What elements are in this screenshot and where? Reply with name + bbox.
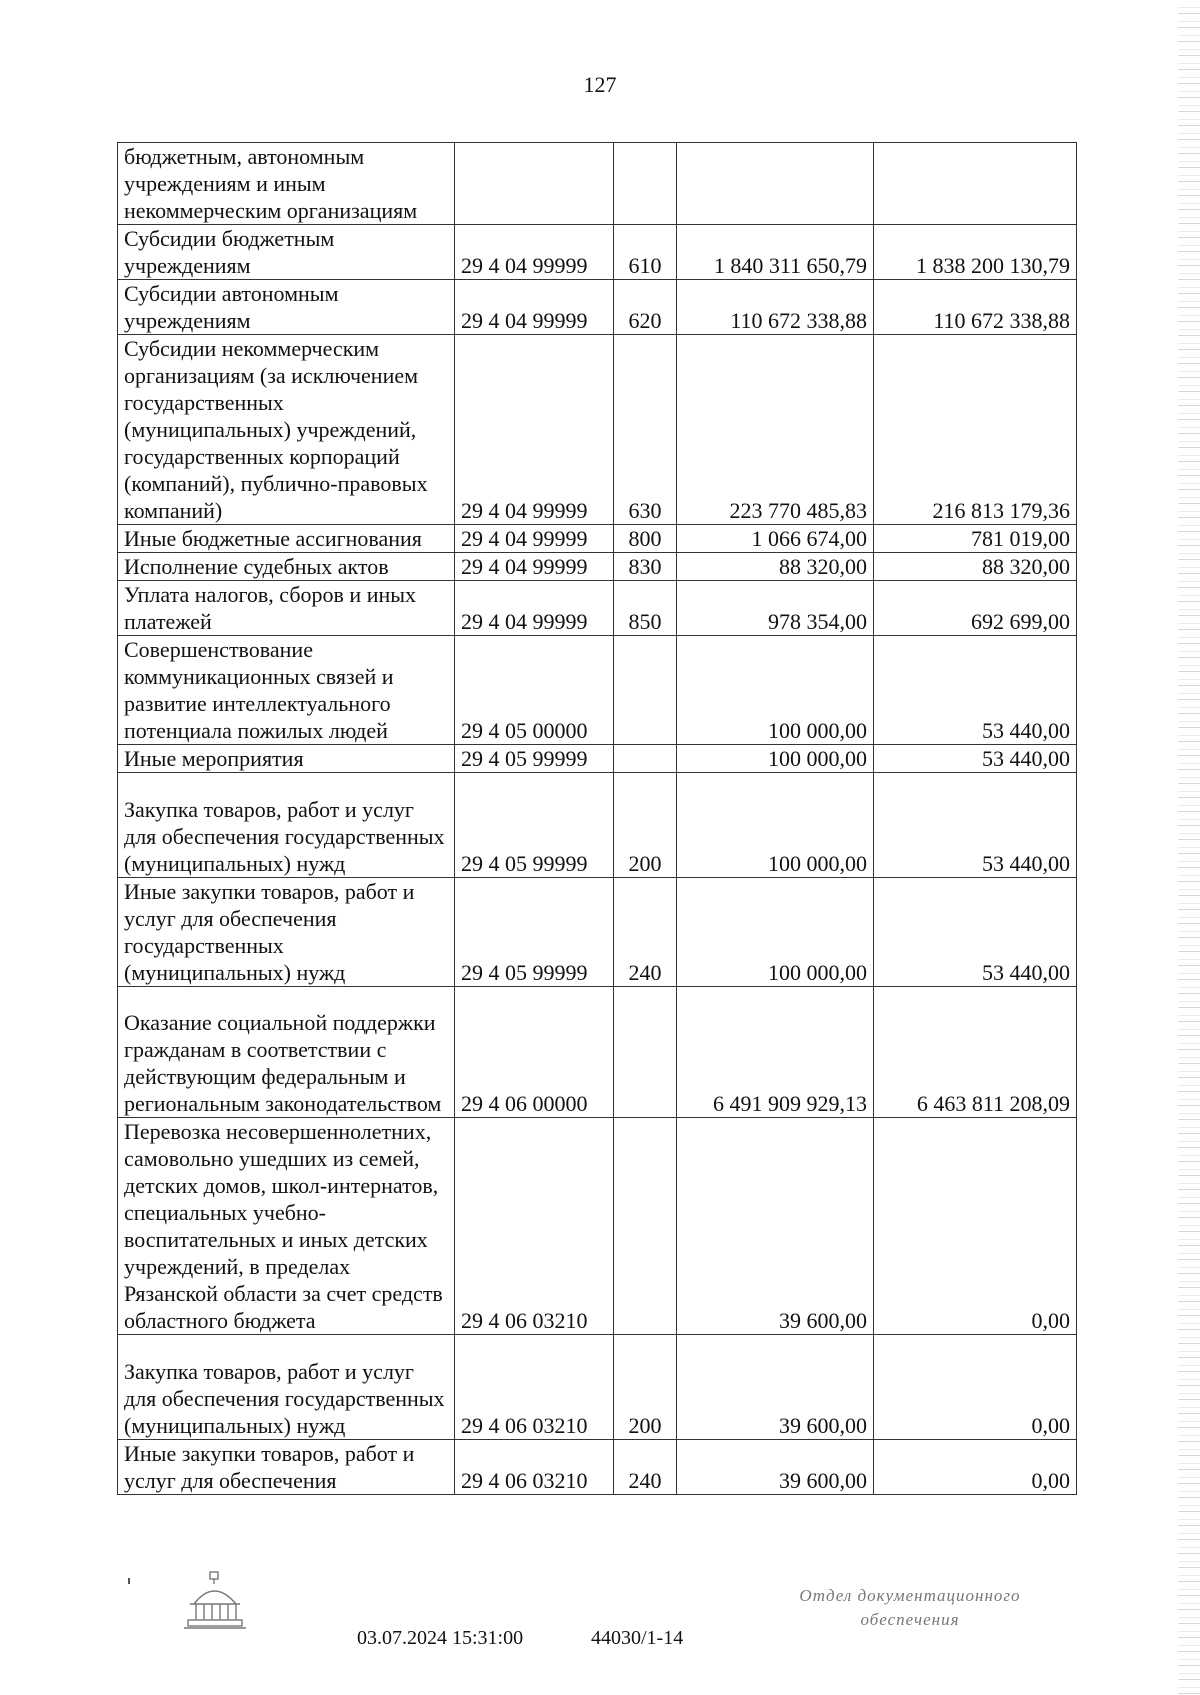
row-type <box>614 745 677 773</box>
department-stamp <box>760 1584 1060 1632</box>
row-name: Оказание социальной поддержки гражданам в соответствии с действующим федеральным и региональным законодательством <box>118 987 455 1118</box>
stamp-line-1: Отдел документационного <box>799 1586 1021 1605</box>
row-sum-2 <box>874 143 1077 225</box>
table-row <box>118 1118 1077 1335</box>
row-sum-1 <box>677 143 874 225</box>
row-code: 29 4 06 00000 <box>455 987 614 1118</box>
row-sum-1: 100 000,00 <box>677 878 874 987</box>
row-type: 200 <box>614 773 677 878</box>
row-sum-2: 53 440,00 <box>874 636 1077 745</box>
table-row <box>118 280 1077 335</box>
row-sum-1: 100 000,00 <box>677 773 874 878</box>
row-type: 620 <box>614 280 677 335</box>
row-name: бюджетным, автономным учреждениям и иным некоммерческим организациям <box>118 143 455 225</box>
table-row <box>118 987 1077 1118</box>
table-row <box>118 143 1077 225</box>
row-sum-1: 39 600,00 <box>677 1440 874 1495</box>
footer-reg-number: 44030/1-14 <box>591 1627 684 1649</box>
row-type: 240 <box>614 1440 677 1495</box>
row-sum-1: 100 000,00 <box>677 745 874 773</box>
row-type: 800 <box>614 525 677 553</box>
row-name: Иные закупки товаров, работ и услуг для обеспечения государственных (муниципальных) нужд <box>118 878 455 987</box>
row-code: 29 4 04 99999 <box>455 525 614 553</box>
table-row <box>118 636 1077 745</box>
row-sum-2: 692 699,00 <box>874 581 1077 636</box>
table-row <box>118 553 1077 581</box>
row-sum-2: 216 813 179,36 <box>874 335 1077 525</box>
row-code: 29 4 04 99999 <box>455 581 614 636</box>
row-sum-1: 100 000,00 <box>677 636 874 745</box>
row-name: Субсидии бюджетным учреждениям <box>118 225 455 280</box>
row-sum-2: 781 019,00 <box>874 525 1077 553</box>
row-sum-2: 6 463 811 208,09 <box>874 987 1077 1118</box>
row-sum-2: 110 672 338,88 <box>874 280 1077 335</box>
row-sum-1: 223 770 485,83 <box>677 335 874 525</box>
row-code: 29 4 04 99999 <box>455 225 614 280</box>
row-type <box>614 143 677 225</box>
row-type: 200 <box>614 1335 677 1440</box>
row-name: Субсидии некоммерческим организациям (за исключением государственных (муниципальных) учреждений, государственных корпораций (компаний), публично-правовых компаний) <box>118 335 455 525</box>
row-sum-2: 0,00 <box>874 1118 1077 1335</box>
row-code: 29 4 05 99999 <box>455 878 614 987</box>
row-type <box>614 636 677 745</box>
row-type: 850 <box>614 581 677 636</box>
row-name: Иные мероприятия <box>118 745 455 773</box>
row-name: Совершенствование коммуникационных связей и развитие интеллектуального потенциала пожилых людей <box>118 636 455 745</box>
row-name: Уплата налогов, сборов и иных платежей <box>118 581 455 636</box>
row-sum-2: 53 440,00 <box>874 745 1077 773</box>
row-name: Субсидии автономным учреждениям <box>118 280 455 335</box>
row-type <box>614 987 677 1118</box>
row-code: 29 4 05 99999 <box>455 773 614 878</box>
row-sum-1: 978 354,00 <box>677 581 874 636</box>
row-sum-2: 88 320,00 <box>874 553 1077 581</box>
row-sum-1: 110 672 338,88 <box>677 280 874 335</box>
row-name: Исполнение судебных актов <box>118 553 455 581</box>
row-code <box>455 143 614 225</box>
row-sum-2: 0,00 <box>874 1335 1077 1440</box>
footer-date: 03.07.2024 15:31:00 <box>357 1627 524 1649</box>
row-sum-2: 1 838 200 130,79 <box>874 225 1077 280</box>
row-sum-1: 6 491 909 929,13 <box>677 987 874 1118</box>
row-code: 29 4 06 03210 <box>455 1118 614 1335</box>
row-sum-1: 88 320,00 <box>677 553 874 581</box>
building-emblem-icon <box>180 1570 250 1632</box>
scan-mark <box>128 1578 130 1584</box>
stamp-line-2: обеспечения <box>860 1610 960 1629</box>
row-code: 29 4 04 99999 <box>455 335 614 525</box>
table-row <box>118 335 1077 525</box>
row-code: 29 4 06 03210 <box>455 1335 614 1440</box>
row-code: 29 4 05 99999 <box>455 745 614 773</box>
row-type: 630 <box>614 335 677 525</box>
table-row <box>118 225 1077 280</box>
table-row <box>118 1335 1077 1440</box>
table-row <box>118 773 1077 878</box>
page-number: 127 <box>583 72 617 97</box>
row-name: Закупка товаров, работ и услуг для обеспечения государственных (муниципальных) нужд <box>118 1335 455 1440</box>
row-code: 29 4 04 99999 <box>455 280 614 335</box>
row-type: 610 <box>614 225 677 280</box>
row-sum-1: 1 066 674,00 <box>677 525 874 553</box>
table-row <box>118 745 1077 773</box>
row-type <box>614 1118 677 1335</box>
table-row <box>118 581 1077 636</box>
budget-table <box>117 142 1077 1495</box>
row-sum-1: 1 840 311 650,79 <box>677 225 874 280</box>
row-type: 830 <box>614 553 677 581</box>
row-name: Иные закупки товаров, работ и услуг для обеспечения <box>118 1440 455 1495</box>
row-code: 29 4 04 99999 <box>455 553 614 581</box>
row-code: 29 4 05 00000 <box>455 636 614 745</box>
table-row <box>118 525 1077 553</box>
row-name: Закупка товаров, работ и услуг для обеспечения государственных (муниципальных) нужд <box>118 773 455 878</box>
row-sum-1: 39 600,00 <box>677 1118 874 1335</box>
row-sum-2: 53 440,00 <box>874 773 1077 878</box>
row-sum-2: 0,00 <box>874 1440 1077 1495</box>
row-code: 29 4 06 03210 <box>455 1440 614 1495</box>
row-sum-2: 53 440,00 <box>874 878 1077 987</box>
row-sum-1: 39 600,00 <box>677 1335 874 1440</box>
row-name: Иные бюджетные ассигнования <box>118 525 455 553</box>
table-row <box>118 878 1077 987</box>
scan-edge-artifact <box>1178 0 1200 1695</box>
table-row <box>118 1440 1077 1495</box>
row-type: 240 <box>614 878 677 987</box>
row-name: Перевозка несовершеннолетних, самовольно ушедших из семей, детских домов, школ-интернатов, специальных учебно-воспитательных и иных детских учреждений, в пределах Рязанской области за счет средств областного бюджета <box>118 1118 455 1335</box>
